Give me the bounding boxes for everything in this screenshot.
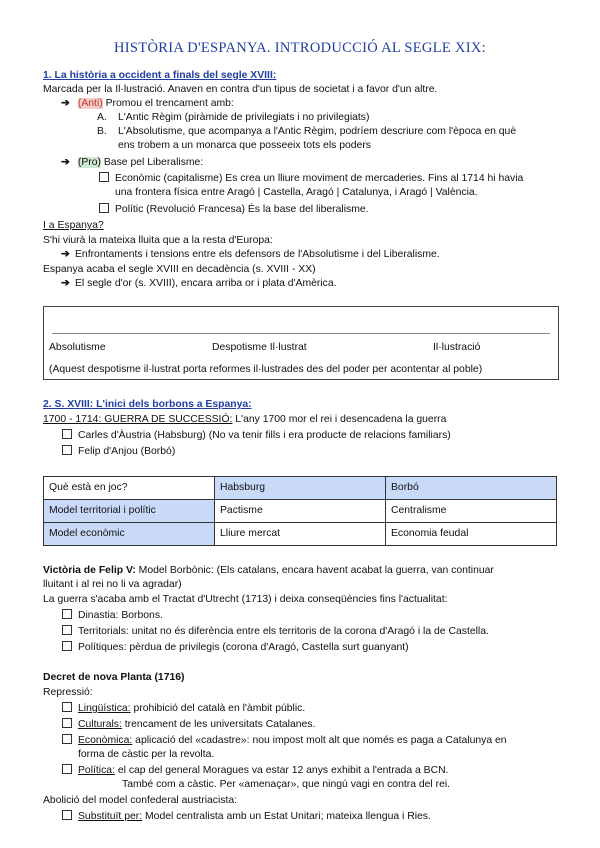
- arrow-right-icon: ➔: [61, 157, 70, 168]
- table-cell: Model territorial i polític: [44, 500, 215, 523]
- victory-end: La guerra s'acaba amb el Tractat d'Utrecht (1713) i deixa conseqüències fins l'actualitat:: [43, 594, 448, 605]
- arrow-right-icon: ➔: [61, 278, 70, 289]
- substitut-text: Model centralista amb un Estat Unitari; mateixa llengua i Ries.: [142, 811, 431, 822]
- abolicio-label: Abolició del model confederal austriacista:: [43, 795, 238, 806]
- checkbox-icon[interactable]: [62, 445, 72, 455]
- repression-label: Lingüística:: [78, 703, 131, 714]
- victory-line: [43, 564, 494, 578]
- spain-arrow-line: [61, 248, 440, 262]
- checkbox-icon[interactable]: [62, 718, 72, 728]
- anti-b-text: L'Absolutisme, que acompanya a l'Antic Règim, podríem descriure com l'època en què: [118, 126, 517, 137]
- section-2-heading: 2. S. XVIII: L'inici dels borbons a Espanya:: [43, 399, 252, 410]
- consequence-text: Polítiques: pèrdua de privilegis (corona d'Aragó, Castella surt guanyant): [78, 642, 409, 653]
- table-header-cell: Borbó: [386, 477, 557, 500]
- decret-title: Decret de nova Planta (1716): [43, 672, 185, 683]
- repression-cont: forma de càstic per la revolta.: [78, 749, 215, 760]
- repression-item: [62, 718, 315, 732]
- s1-intro: Marcada per la Il·lustració. Anaven en contra d'un tipus de societat i a favor d'un altre.: [43, 84, 438, 95]
- timeline-note: (Aquest despotisme il·lustrat porta reformes il·lustrades des del poder per acontentar al poble): [49, 364, 483, 375]
- eco-text: Econòmic (capitalisme) Es crea un lliure moviment de mercaderies. Fins al 1714 hi havia: [115, 173, 524, 184]
- victory-text: Model Borbònic: (Els catalans, encara havent acabat la guerra, van continuar: [135, 565, 494, 576]
- substitut-label: Substituït per:: [78, 811, 143, 822]
- war-title: 1700 - 1714: GUERRA DE SUCCESSIÓ:: [43, 414, 233, 425]
- substitut-item: [62, 810, 431, 824]
- checkbox-icon[interactable]: [62, 625, 72, 635]
- anti-item-b: [97, 125, 516, 139]
- repression-label: Culturals:: [78, 719, 122, 730]
- checkbox-icon[interactable]: [99, 172, 109, 182]
- table-header-row: [44, 477, 557, 500]
- repression-label: Econòmica:: [78, 735, 133, 746]
- table-cell: Economia feudal: [386, 523, 557, 546]
- checkbox-icon[interactable]: [62, 810, 72, 820]
- list-letter: A.: [97, 112, 107, 123]
- consequence-item: [62, 625, 489, 639]
- repression-cont: També com a càstic. Per «amenaçar», que ningú vagi en contra del rei.: [122, 779, 451, 790]
- table-header-cell: Què està en joc?: [44, 477, 215, 500]
- eco-cont: una frontera física entre Aragó | Castella, Aragó | Catalunya, i Aragó | València.: [115, 187, 478, 198]
- consequence-text: Dinastia: Borbons.: [78, 610, 163, 621]
- pol-item: [99, 203, 369, 217]
- pol-text: Polític (Revolució Francesa) És la base del liberalisme.: [115, 204, 369, 215]
- checkbox-icon[interactable]: [62, 641, 72, 651]
- checkbox-icon[interactable]: [62, 429, 72, 439]
- spain-line-1: S'hi viurà la mateixa lluita que a la resta d'Europa:: [43, 235, 273, 246]
- timeline-label: Despotisme Il·lustrat: [212, 342, 307, 353]
- checkbox-icon[interactable]: [62, 609, 72, 619]
- table-cell: Centralisme: [386, 500, 557, 523]
- candidate-item: [62, 445, 175, 459]
- anti-text: Promou el trencament amb:: [102, 98, 234, 109]
- eco-item: [99, 172, 523, 186]
- repression-text: trencament de les universitats Catalanes.: [121, 719, 316, 730]
- war-line: [43, 413, 446, 427]
- repression-item: [62, 734, 507, 748]
- spain-arrow-text-2: El segle d'or (s. XVIII), encara arriba or i plata d'Amèrica.: [75, 278, 337, 289]
- anti-item-a: [97, 111, 369, 125]
- repressio-label: Repressió:: [43, 687, 93, 698]
- candidate-item: [62, 429, 451, 443]
- pro-line: [61, 156, 203, 170]
- comparison-table: [43, 476, 557, 546]
- repression-text: prohibició del català en l'àmbit públic.: [130, 703, 306, 714]
- pro-tag: (Pro): [77, 157, 101, 168]
- anti-b-cont: ens trobem a un monarca que posseeix tots els poders: [118, 140, 371, 151]
- consequence-item: [62, 609, 163, 623]
- section-1-heading: 1. La història a occident a finals del segle XVIII:: [43, 70, 277, 81]
- consequence-text: Territorials: unitat no és diferència entre els territoris de la corona d'Aragó i la de Castella.: [78, 626, 489, 637]
- arrow-right-icon: ➔: [61, 98, 70, 109]
- checkbox-icon[interactable]: [62, 734, 72, 744]
- anti-line: [61, 97, 234, 111]
- spain-arrow-text: Enfrontaments i tensions entre els defensors de l'Absolutisme i del Liberalisme.: [75, 249, 440, 260]
- repression-text: el cap del general Moragues va estar 12 anys exhibit a l'entrada a BCN.: [114, 765, 449, 776]
- pro-text: Base pel Liberalisme:: [100, 157, 204, 168]
- victory-title: Victòria de Felip V:: [43, 565, 136, 576]
- repression-item: [62, 702, 305, 716]
- table-cell: Model econòmic: [44, 523, 215, 546]
- checkbox-icon[interactable]: [99, 203, 109, 213]
- table-row: [44, 523, 557, 546]
- list-letter: B.: [97, 126, 107, 137]
- table-header-cell: Habsburg: [215, 477, 386, 500]
- spain-line-2: Espanya acaba el segle XVIII en decadència (s. XVIII - XX): [43, 264, 316, 275]
- anti-tag: (Anti): [77, 98, 103, 109]
- page-title: HISTÒRIA D'ESPANYA. INTRODUCCIÓ AL SEGLE XIX:: [114, 40, 486, 56]
- checkbox-icon[interactable]: [62, 702, 72, 712]
- candidate-text: Felip d'Anjou (Borbó): [78, 446, 176, 457]
- timeline-axis: [52, 333, 550, 334]
- anti-a-text: L'Antic Règim (piràmide de privilegiats i no privilegiats): [118, 112, 370, 123]
- victory-cont: lluitant i al rei no li va agradar): [43, 579, 182, 590]
- table-row: [44, 500, 557, 523]
- war-text: L'any 1700 mor el rei i desencadena la guerra: [232, 414, 447, 425]
- repression-label: Política:: [78, 765, 115, 776]
- table-cell: Pactisme: [215, 500, 386, 523]
- spain-question: I a Espanya?: [43, 220, 104, 231]
- table-cell: Lliure mercat: [215, 523, 386, 546]
- repression-item: [62, 764, 449, 778]
- consequence-item: [62, 641, 409, 655]
- timeline-label: Il·lustració: [433, 342, 481, 353]
- checkbox-icon[interactable]: [62, 764, 72, 774]
- repression-text: aplicació del «cadastre»: nou impost molt alt que només es paga a Catalunya en: [132, 735, 507, 746]
- spain-arrow-line-2: [61, 277, 337, 291]
- candidate-text: Carles d'Àustria (Habsburg) (No va tenir fills i era producte de relacions familiars): [78, 430, 451, 441]
- arrow-right-icon: ➔: [61, 249, 70, 260]
- timeline-label: Absolutisme: [49, 342, 106, 353]
- timeline-box: [43, 306, 559, 380]
